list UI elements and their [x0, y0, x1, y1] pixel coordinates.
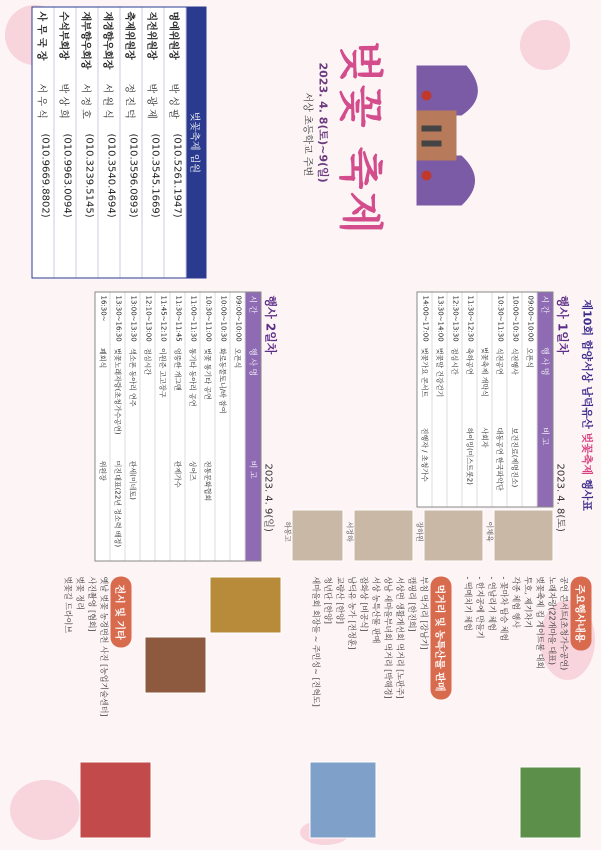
- cell-event: 엉뚱한 개그맨: [173, 347, 181, 391]
- singer-name: 서정하: [345, 521, 353, 542]
- festival-title: 벚꽃 축제: [334, 40, 385, 236]
- contact-header: 벚꽃축제 임원: [186, 7, 205, 277]
- contact-row: [76, 7, 98, 277]
- list-item: - 한지공예 만들기: [475, 576, 484, 639]
- cell-time: 09:00~10:00: [234, 295, 242, 342]
- cell-note: 관제가수: [173, 460, 181, 488]
- header-note: 비 고: [248, 460, 257, 479]
- contact-row: [54, 7, 76, 277]
- contact-name: 정 진 덕: [123, 83, 134, 119]
- day2-table: [94, 291, 261, 561]
- day2-heading: 행사 2일차: [263, 295, 277, 354]
- table-row: [462, 292, 477, 506]
- contact-row: [98, 7, 120, 277]
- cell-note: 미진대표(22년 정소력 배정): [113, 460, 121, 547]
- cell-time: 10:30~11:30: [496, 295, 504, 342]
- list-item: 잡화상 [비공식]: [359, 576, 368, 632]
- food-sales-title: 먹거리 및 농특산물 판매: [430, 576, 451, 699]
- list-item: 캠핑리 [한진희]: [407, 576, 416, 632]
- contact-phone: (010.3540.4694): [105, 133, 116, 218]
- table-row: [230, 292, 245, 560]
- cell-event: 벚꽃가요 콘서트: [420, 347, 428, 397]
- cell-time: 11:45~12:10: [159, 295, 167, 342]
- list-item: 벚꽃 정리: [75, 576, 84, 610]
- list-item: 각종 체험 행사: [511, 576, 520, 628]
- table-row: [185, 292, 200, 560]
- list-item: 공연 콘서트(초청가수공연): [559, 576, 568, 670]
- banner-prefix: 제10회 함양서상 남덕유산: [580, 299, 593, 429]
- table-header: [537, 292, 552, 506]
- table-row: [140, 292, 155, 560]
- contact-phone: (010.5261.1947): [171, 133, 182, 218]
- contact-name: 서 원 식: [101, 83, 112, 119]
- singer-photo: [353, 509, 413, 561]
- exhibition-title: 전시 및 기타: [110, 576, 131, 647]
- contact-role: 명예위원장: [167, 11, 178, 60]
- cell-time: 11:30~12:30: [466, 295, 474, 342]
- list-item: 서상면 생활개선회 먹거리 [노판주]: [395, 576, 404, 699]
- list-item: 벚꽃길 드라이브: [63, 576, 72, 633]
- list-item: - 연날리기 체험: [487, 576, 496, 631]
- contact-row: [120, 7, 142, 277]
- banner-highlight: 벚꽃축제: [580, 432, 593, 475]
- cell-time: 12:30~13:30: [451, 295, 459, 342]
- cell-event: 벚꽃 통기타 공연: [203, 347, 211, 400]
- list-item: 남덕유 농가 [전정훈]: [347, 576, 356, 650]
- singer-name: 이채육: [485, 521, 493, 542]
- festival-venue: 서상 초등학교 주변: [301, 92, 312, 176]
- table-row: [522, 292, 537, 506]
- contact-name: 박 상 희: [57, 83, 68, 119]
- cell-event: 색소폰 동아리 연주: [128, 347, 136, 407]
- cell-note: [522, 424, 536, 506]
- cell-note: 보건진료(제명진소): [510, 427, 518, 487]
- table-row: [215, 292, 230, 560]
- cell-note: [140, 457, 154, 560]
- cell-event: 화로동물토니/바 참여: [218, 347, 226, 413]
- cell-time: 10:30~11:00: [204, 295, 212, 342]
- header-time: 시 간: [248, 295, 257, 313]
- cell-note: 싱어즈: [188, 460, 196, 481]
- contact-phone: (010.3596.0893): [127, 133, 138, 218]
- cell-time: 11:30~11:45: [174, 295, 182, 342]
- cell-note: 전통문화협회: [203, 460, 211, 501]
- cell-note: 진행자 / 초청가수: [420, 427, 428, 482]
- table-row: [200, 292, 215, 560]
- table-row: [170, 292, 185, 560]
- cell-event: 벚꽃축제 개막식: [480, 346, 488, 397]
- cell-note: [155, 457, 169, 560]
- festival-illustration: [401, 55, 496, 215]
- cell-event: 벚꽃말 건강걷기: [435, 347, 443, 397]
- plants-photo: [519, 766, 581, 838]
- list-item: 사진촬영 [협회]: [87, 576, 96, 632]
- program-banner: [579, 299, 595, 510]
- cell-event: 오픈식: [525, 347, 533, 368]
- cell-note: [447, 424, 461, 506]
- cell-note: 대동공연 한국파악단: [495, 427, 503, 491]
- singer-photo: [423, 509, 483, 561]
- event-photo: [309, 761, 376, 838]
- table-row: [95, 292, 110, 560]
- cell-event: 식전공연: [495, 347, 503, 375]
- table-header: [245, 292, 260, 560]
- contact-name: 서 정 호: [79, 83, 90, 119]
- cell-time: [477, 292, 491, 344]
- list-item: 청년단 [한양]: [323, 576, 332, 624]
- cell-event: 점심시간: [450, 347, 458, 375]
- cell-event: 폐회식: [98, 347, 106, 368]
- table-row: [477, 292, 492, 506]
- list-item: 부침 먹거리 [강남기]: [419, 576, 428, 650]
- cell-time: 13:00~13:30: [129, 295, 137, 342]
- list-item: 벚꽃축제 컵 게이트볼 대회: [535, 576, 544, 669]
- produce-photo: [144, 636, 206, 693]
- header-time: 시 간: [540, 295, 549, 313]
- day1-date: 2023. 4. 8(토): [554, 463, 565, 532]
- cell-time: 16:30~: [99, 295, 107, 322]
- table-row: [507, 292, 522, 506]
- cell-time: 10:00~10:30: [219, 295, 227, 342]
- contact-name: 박 성 팔: [167, 83, 178, 119]
- list-item: - 떡메치기 체험: [463, 576, 472, 631]
- cell-note: 사회자: [480, 426, 488, 448]
- day1-table: [416, 291, 553, 507]
- contact-role: 재부향우회장: [79, 11, 90, 69]
- cover-panel: [0, 0, 601, 283]
- contact-phone: (010.9669.8802): [39, 133, 50, 218]
- contact-role: 직전위원장: [145, 11, 156, 60]
- day2-date: 2023. 4. 9(일): [262, 463, 273, 532]
- list-item: 투호, 제기차기: [523, 576, 532, 628]
- cell-time: 12:10~13:00: [144, 295, 152, 342]
- contact-name: 박 광 제: [145, 83, 156, 119]
- food-photo: [209, 576, 281, 633]
- food-sales-list: [309, 576, 429, 706]
- cell-note: 관세(미네토): [128, 460, 136, 500]
- main-events-title: 주요행사내용: [570, 576, 591, 650]
- table-row: [492, 292, 507, 506]
- train-photo: [79, 761, 151, 838]
- cell-time: 13:30~14:00: [436, 295, 444, 342]
- cell-event: 통기타 동아리 공연: [188, 347, 196, 407]
- list-item: 서상 농특산물 판매: [371, 576, 380, 643]
- contact-name: 서 우 식: [35, 83, 46, 119]
- singer-name: 하봉고: [283, 521, 291, 542]
- table-row: [110, 292, 125, 560]
- contact-phone: (010.3545.1669): [149, 133, 160, 218]
- contact-row: [164, 7, 186, 277]
- list-item: 교량산 [한양]: [335, 576, 344, 624]
- singer-photo: [493, 509, 553, 561]
- festival-date: 2023. 4. 8(토)~9(일): [316, 62, 329, 183]
- cell-event: 축하공연: [465, 347, 473, 375]
- cell-event: 벚꽃노래자랑(초청가수공연): [113, 347, 121, 435]
- cell-note: [432, 424, 446, 506]
- table-row: [417, 292, 432, 506]
- cell-time: 13:30~16:30: [114, 295, 122, 342]
- contact-role: 축제위원장: [123, 11, 134, 60]
- cell-note: [230, 457, 244, 560]
- contact-table: [31, 6, 206, 278]
- contact-row: [142, 7, 164, 277]
- list-item: 새마을회 회장들 ~ 주민성~ [진혁도]: [311, 576, 320, 707]
- contact-role: 재경향우회장: [101, 11, 112, 69]
- day1-heading: 행사 1일차: [555, 295, 569, 354]
- table-row: [447, 292, 462, 506]
- info-panel: [0, 566, 601, 850]
- exhibition-list: [61, 576, 109, 716]
- main-events-list: [461, 576, 569, 670]
- cell-time: 14:00~17:00: [421, 295, 429, 342]
- cell-note: [215, 457, 229, 560]
- table-row: [155, 292, 170, 560]
- cell-time: 09:00~10:00: [526, 295, 534, 342]
- banner-suffix: 행사표: [580, 478, 593, 511]
- cell-event: 식전행사: [510, 347, 518, 375]
- header-event: 행 사 명: [540, 346, 549, 375]
- contact-phone: (010.3239.5145): [83, 133, 94, 218]
- contact-role: 수석부회장: [57, 11, 68, 60]
- cell-event: 오픈식: [233, 347, 241, 368]
- cell-time: 10:00~10:30: [511, 295, 519, 342]
- header-event: 행 사 명: [248, 347, 257, 376]
- contact-row: [32, 7, 54, 277]
- cell-time: 11:00~11:30: [189, 295, 197, 342]
- singer-photo: [291, 509, 343, 561]
- cell-note: 하이밍(미스트롯2): [465, 427, 473, 485]
- cell-event: 이원준 고고장구: [158, 347, 166, 398]
- list-item: 상남 새마을부녀회 먹거리 [박해경]: [383, 576, 392, 699]
- table-row: [432, 292, 447, 506]
- contact-phone: (010.9963.0094): [61, 133, 72, 218]
- singer-name: 장하원: [415, 521, 423, 542]
- table-row: [125, 292, 140, 560]
- list-item: 노래자랑(22개마을 대표): [547, 576, 556, 665]
- cell-note: 위원장: [98, 460, 106, 481]
- list-item: 옛날 벚꽃 농경면천 사진 [농업기술센터]: [99, 576, 108, 717]
- list-item: - 꽃마차 탑승 체험: [499, 576, 508, 641]
- contact-role: 사 무 국 장: [35, 11, 46, 61]
- cell-event: 점심시간: [143, 347, 151, 375]
- program-panel: [0, 283, 601, 566]
- header-note: 비 고: [540, 426, 549, 445]
